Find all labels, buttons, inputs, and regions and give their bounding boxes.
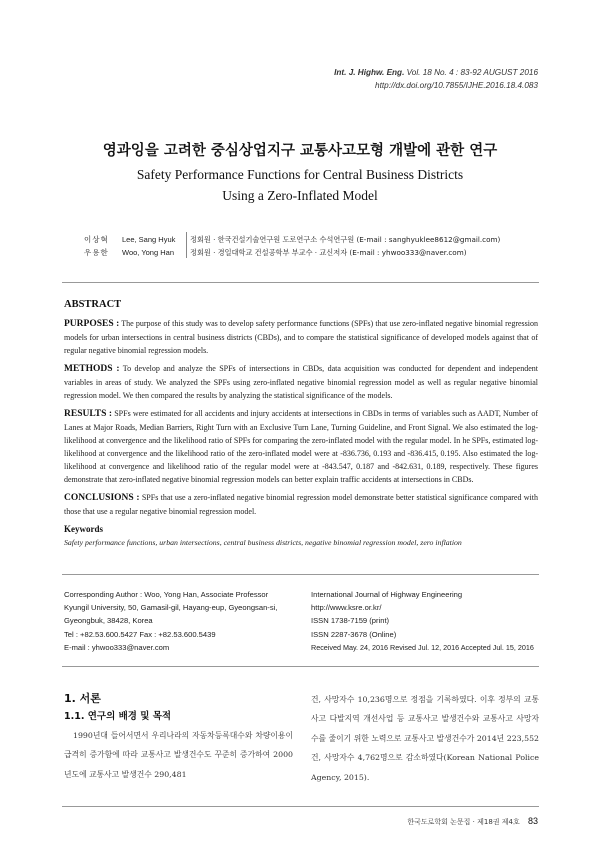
author-affiliation: 정회원 · 한국건설기술연구원 도로연구소 수석연구원 (E-mail : sanghyuklee8612@gmail.com) [190,235,501,244]
body-column-left [64,726,293,784]
corresponding-line: Gyeongbuk, 38428, Korea [64,616,153,626]
abstract-purposes [64,317,538,357]
body-paragraph: 1990년대 들어서면서 우리나라의 자동차등록대수와 차량이용이 급격히 증가함에 따라 교통사고 발생건수도 꾸준히 증가하여 2000년도에 교통사고 발생건수 290,481 [64,731,293,779]
keywords-heading: Keywords [64,524,103,534]
received-label: Received [311,642,341,652]
corresponding-author-info [64,588,304,654]
subsection-title: 1.1. 연구의 배경 및 목적 [64,711,172,722]
conclusions-label: CONCLUSIONS : [64,493,140,503]
journal-info-line: ISSN 2287-3678 (Online) [311,629,397,639]
author-name-korean: 이상혁 [84,235,109,244]
methods-label: METHODS : [64,364,120,374]
results-label: RESULTS : [64,409,113,419]
corresponding-line: Corresponding Author : Woo, Yong Han, Associate Professor [64,590,269,599]
journal-info [311,588,541,654]
purposes-label: PURPOSES : [64,319,120,329]
title-english-line1: Safety Performance Functions for Central Business Districts [136,167,464,182]
author-affiliation: 정회원 · 경일대학교 건설공학부 부교수 · 교신저자 (E-mail : yhwoo333@naver.com) [190,248,467,257]
journal-name: Int. J. Highw. Eng. [334,68,405,77]
journal-header [334,66,538,92]
conclusions-text: SPFs that use a zero-inflated negative binomial regression model demonstrate better statistical significance compared with those that use a regular negative binomial regression model. [64,493,538,516]
abstract-methods [64,362,538,402]
abstract-results [64,407,538,486]
abstract-section [64,298,538,549]
body-column-right [311,690,539,787]
info-top-rule [62,574,539,575]
footer-journal: 한국도로학회 논문집 · 제18권 제4호 [407,818,520,826]
journal-info-line: ISSN 1738-7159 (print) [311,616,390,626]
journal-info-line: International Journal of Highway Engineering [311,590,463,599]
journal-url[interactable]: http://www.ksre.or.kr/ [311,603,382,613]
doi-link[interactable]: http://dx.doi.org/10.7855/IJHE.2016.18.4.083 [375,81,538,90]
journal-volume: Vol. 18 No. 4 : 83-92 AUGUST 2016 [406,68,538,77]
author-row [84,246,500,259]
revised-label: Revised [390,642,416,652]
keywords-list: Safety performance functions, urban intersections, central business districts, negative binomial regression model, zero inflation [64,538,462,547]
abstract-conclusions [64,491,538,518]
body-paragraph: 건, 사망자수 10,236명으로 정점을 기록하였다. 이후 정부의 교통사고 다발지역 개선사업 등 교통사고 발생건수와 교통사고 사망자수를 줄이기 위한 노력으로 교통사고 발생건수가 2014년 223,552건, 사망자수 4,762명으로 감소하였다(Korean National Police Agency, 2015). [311,695,539,782]
accepted-date: Jul. 15, 2016 [492,642,534,652]
accepted-label: Accepted [460,642,491,652]
title-korean: 영과잉을 고려한 중심상업지구 교통사고모형 개발에 관한 연구 [102,143,498,159]
submission-dates [311,641,541,654]
page-number: 83 [527,816,538,826]
abstract-top-rule [62,282,539,283]
results-text: SPFs were estimated for all accidents and injury accidents at intersections in CBDs in terms of variables such as AADT, Number of Lanes at Major Roads, Median Barriers, Right Turn with an Exclusive Turn Lane, Turning Guideline, and Front Signal. We also estimated the log-likelihood at convergence and the likelihood ratio of SPFs for comparing the zero-inflated model with the regular model. In he SPFs, estimated log-likelihood at convergence and the likelihood ratio of the zero-inflated model were at -836.736, 0.193 and -836.415, 0.195. Also estimated the log-likelihood at convergence and likelihood ratio of the regular model were at -843.547, 0.187 and -842.631, 0.189, respectively. These figures demonstrate that zero-inflated negative binomial regression models can better explain traffic accidents at intersections in CBDs. [64,409,539,484]
author-name-english: Lee, Sang Hyuk [122,235,176,244]
corresponding-line: Tel : +82.53.600.5427 Fax : +82.53.600.5439 [64,629,216,639]
footer-rule [62,806,539,807]
purposes-text: The purpose of this study was to develop safety performance functions (SPFs) that use zero-inflated negative binomial regression models for urban intersections in central business districts (CBDs), and to compare the statistical significance of developed models against that of regular negative binomial regression models. [64,319,538,355]
title-english [0,164,600,206]
author-row [84,233,500,246]
page-footer [407,816,538,827]
received-date: May. 24, 2016 [342,642,388,652]
abstract-heading: ABSTRACT [64,299,122,310]
body-top-rule [62,666,539,667]
section-title: 1. 서론 [64,692,101,705]
corresponding-line: Kyungil University, 50, Gamasil-gil, Hayang-eup, Gyeongsan-si, [64,603,278,613]
methods-text: To develop and analyze the SPFs of intersections in CBDs, data acquisition was conducted for dependent and independent variables in areas of study. We analyzed the SPFs using zero-inflated negative binomial regression model as well as regular negative binomial regression model. We then compared the results by analyzing the statistical significance of the models. [64,364,539,400]
journal-citation [334,66,538,79]
author-name-korean: 우용한 [84,248,109,257]
revised-date: Jul. 12, 2016 [417,642,460,652]
corresponding-email[interactable]: E-mail : yhwoo333@naver.com [64,642,170,652]
title-english-line2: Using a Zero-Inflated Model [222,188,378,203]
author-list [84,233,500,259]
author-name-english: Woo, Yong Han [122,248,174,257]
